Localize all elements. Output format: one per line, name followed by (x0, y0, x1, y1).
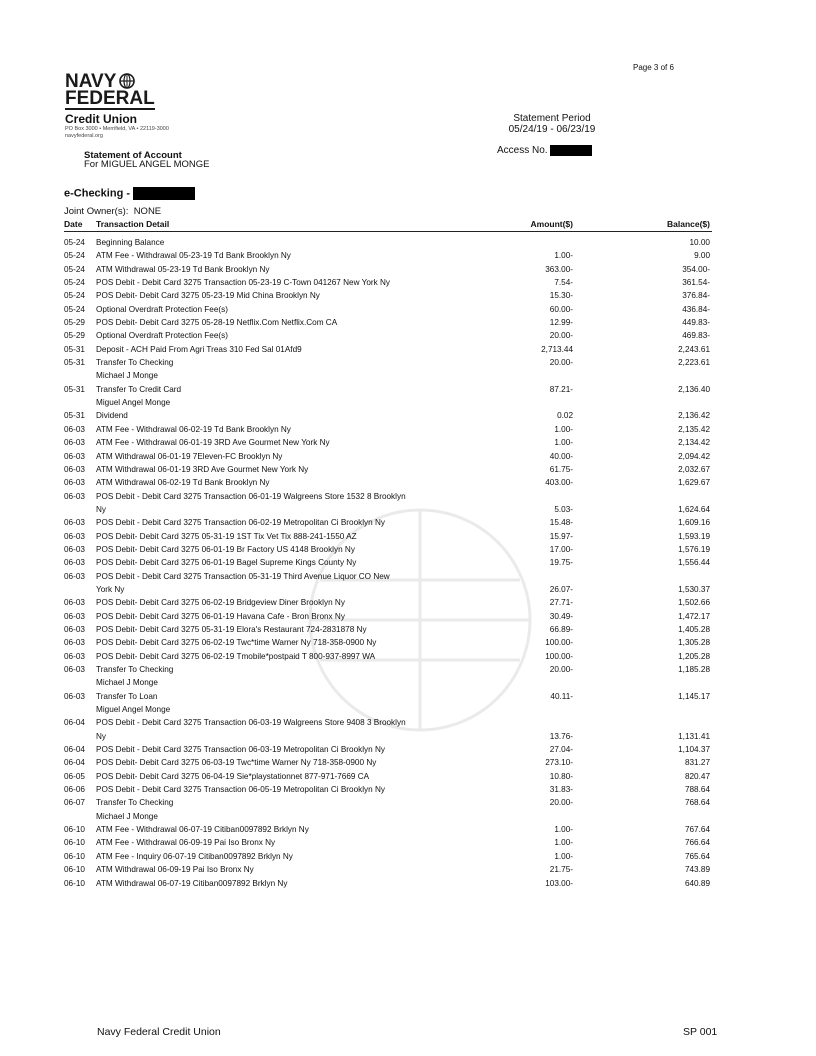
row-balance: 2,223.61 (678, 358, 710, 368)
table-row (64, 690, 712, 703)
row-date: 06-03 (64, 691, 85, 701)
table-row (64, 610, 712, 623)
row-date: 06-03 (64, 491, 85, 501)
table-row (64, 396, 712, 409)
row-balance: 2,136.40 (678, 384, 710, 394)
row-amount: 1.00- (554, 438, 573, 448)
row-amount: 100.00- (545, 638, 573, 648)
table-row (64, 409, 712, 422)
row-date: 06-03 (64, 424, 85, 434)
row-date: 06-03 (64, 464, 85, 474)
table-row (64, 770, 712, 783)
table-row (64, 756, 712, 769)
row-balance: 449.83- (682, 318, 710, 328)
period-value: 05/24/19 - 06/23/19 (508, 124, 596, 135)
row-detail: Ny (96, 731, 107, 741)
row-amount: 30.49- (549, 611, 573, 621)
row-balance: 1,609.16 (678, 518, 710, 528)
table-row (64, 236, 712, 249)
row-detail: POS Debit- Debit Card 3275 06-02-19 Tmobile*postpaid T 800-937-8997 WA (96, 651, 376, 661)
table-row (64, 303, 712, 316)
row-detail: Transfer To Checking (96, 358, 174, 368)
row-date: 06-04 (64, 745, 85, 755)
row-amount: 1.00- (554, 825, 573, 835)
row-amount: 17.00- (549, 544, 573, 554)
table-row (64, 276, 712, 289)
row-balance: 1,629.67 (678, 478, 710, 488)
table-row (64, 570, 712, 583)
row-amount: 100.00- (545, 651, 573, 661)
row-date: 06-10 (64, 825, 85, 835)
statement-period (497, 113, 607, 135)
header-date: Date (64, 219, 83, 229)
row-detail: York Ny (96, 584, 125, 594)
access-number (497, 145, 592, 156)
row-date: 05-29 (64, 331, 85, 341)
row-balance: 767.64 (684, 825, 710, 835)
table-row (64, 836, 712, 849)
logo-line2: FEDERAL (65, 88, 155, 109)
table-row (64, 316, 712, 329)
row-detail: ATM Withdrawal 06-01-19 3RD Ave Gourmet New York Ny (96, 464, 309, 474)
table-row (64, 623, 712, 636)
row-date: 06-06 (64, 785, 85, 795)
statement-of-account (84, 151, 209, 169)
row-balance: 1,104.37 (678, 745, 710, 755)
table-row (64, 463, 712, 476)
navy-federal-logo (65, 73, 169, 140)
row-date: 05-24 (64, 304, 85, 314)
table-header (64, 219, 712, 232)
row-date: 06-03 (64, 558, 85, 568)
row-detail: ATM Withdrawal 05-23-19 Td Bank Brooklyn Ny (96, 264, 270, 274)
row-amount: 12.99- (549, 318, 573, 328)
row-amount: 20.00- (549, 358, 573, 368)
row-detail: POS Debit- Debit Card 3275 06-01-19 Br Factory US 4148 Brooklyn Ny (96, 544, 355, 554)
row-date: 06-03 (64, 451, 85, 461)
table-row (64, 436, 712, 449)
row-balance: 1,556.44 (678, 558, 710, 568)
page-number: Page 3 of 6 (633, 63, 674, 72)
row-balance: 1,576.19 (678, 544, 710, 554)
row-balance: 1,131.41 (678, 731, 710, 741)
table-row (64, 543, 712, 556)
row-detail: ATM Withdrawal 06-02-19 Td Bank Brooklyn Ny (96, 478, 270, 488)
row-detail: Ny (96, 504, 107, 514)
row-amount: 103.00- (545, 878, 573, 888)
table-row (64, 650, 712, 663)
table-row (64, 450, 712, 463)
row-detail: ATM Withdrawal 06-01-19 7Eleven-FC Brooklyn Ny (96, 451, 283, 461)
row-date: 05-29 (64, 318, 85, 328)
row-amount: 403.00- (545, 478, 573, 488)
row-amount: 87.21- (549, 384, 573, 394)
table-row (64, 503, 712, 516)
row-date: 06-03 (64, 638, 85, 648)
row-balance: 2,243.61 (678, 344, 710, 354)
redaction-bar (550, 145, 592, 156)
table-row (64, 850, 712, 863)
row-date: 06-10 (64, 878, 85, 888)
header-balance: Balance($) (667, 219, 710, 229)
row-detail: POS Debit- Debit Card 3275 06-01-19 Bagel Supreme Kings County Ny (96, 558, 357, 568)
table-row (64, 343, 712, 356)
row-detail: ATM Withdrawal 06-09-19 Pai Iso Bronx Ny (96, 865, 254, 875)
row-date: 06-07 (64, 798, 85, 808)
row-detail: POS Debit- Debit Card 3275 06-01-19 Havana Cafe - Bron Bronx Ny (96, 611, 345, 621)
transaction-table (64, 236, 712, 890)
logo-line1: NAVY (65, 71, 117, 92)
row-detail: ATM Fee - Withdrawal 06-09-19 Pai Iso Bronx Ny (96, 838, 276, 848)
row-detail: ATM Fee - Withdrawal 06-01-19 3RD Ave Gourmet New York Ny (96, 438, 330, 448)
row-balance: 1,502.66 (678, 598, 710, 608)
row-amount: 7.54- (554, 278, 573, 288)
row-balance: 2,135.42 (678, 424, 710, 434)
row-date: 06-03 (64, 665, 85, 674)
row-detail: Michael J Monge (96, 811, 158, 821)
access-label: Access No. (497, 145, 548, 157)
row-detail: Dividend (96, 411, 128, 421)
row-amount: 27.71- (549, 598, 573, 608)
row-detail: Transfer To Credit Card (96, 384, 182, 394)
row-detail: POS Debit - Debit Card 3275 Transaction 06-05-19 Metropolitan Ci Brooklyn Ny (96, 785, 385, 795)
joint-owners (64, 206, 161, 217)
row-detail: POS Debit - Debit Card 3275 Transaction 06-02-19 Metropolitan Ci Brooklyn Ny (96, 518, 385, 528)
row-detail: ATM Fee - Withdrawal 05-23-19 Td Bank Brooklyn Ny (96, 251, 291, 261)
table-row (64, 556, 712, 569)
row-detail: Michael J Monge (96, 678, 158, 688)
joint-value: NONE (133, 206, 162, 217)
row-amount: 1.00- (554, 851, 573, 861)
row-date: 06-03 (64, 438, 85, 448)
row-detail: POS Debit- Debit Card 3275 05-31-19 Elora's Restaurant 724-2831878 Ny (96, 624, 367, 634)
row-balance: 436.84- (682, 304, 710, 314)
row-amount: 60.00- (549, 304, 573, 314)
row-detail: ATM Withdrawal 06-07-19 Citiban0097892 Brklyn Ny (96, 878, 288, 888)
row-amount: 1.00- (554, 251, 573, 261)
row-date: 06-03 (64, 651, 85, 661)
table-row (64, 490, 712, 503)
row-detail: POS Debit - Debit Card 3275 Transaction 06-03-19 Metropolitan Ci Brooklyn Ny (96, 745, 385, 755)
row-balance: 2,094.42 (678, 451, 710, 461)
row-amount: 1.00- (554, 838, 573, 848)
row-balance: 743.89 (684, 865, 710, 875)
table-row (64, 863, 712, 876)
table-row (64, 383, 712, 396)
row-detail: POS Debit - Debit Card 3275 Transaction 05-23-19 C-Town 041267 New York Ny (96, 278, 390, 288)
row-date: 05-24 (64, 291, 85, 301)
row-detail: POS Debit - Debit Card 3275 Transaction 06-03-19 Walgreens Store 9408 3 Brooklyn (96, 718, 406, 728)
row-balance: 1,185.28 (678, 665, 710, 674)
row-amount: 61.75- (549, 464, 573, 474)
row-amount: 15.97- (549, 531, 573, 541)
row-balance: 10.00 (689, 238, 710, 247)
row-detail: POS Debit- Debit Card 3275 06-02-19 Twc*time Warner Ny 718-358-0900 Ny (96, 638, 377, 648)
row-amount: 0.02 (557, 411, 573, 421)
table-row (64, 703, 712, 716)
table-row (64, 356, 712, 369)
row-amount: 31.83- (549, 785, 573, 795)
row-balance: 361.54- (682, 278, 710, 288)
logo-line3: Credit Union (65, 112, 137, 126)
row-balance: 1,530.37 (678, 584, 710, 594)
row-detail: Transfer To Checking (96, 665, 174, 674)
soa-title: Statement of Account (84, 150, 182, 161)
row-detail: ATM Fee - Inquiry 06-07-19 Citiban0097892 Brklyn Ny (96, 851, 293, 861)
row-amount: 20.00- (549, 798, 573, 808)
row-balance: 820.47 (684, 771, 710, 781)
row-amount: 20.00- (549, 331, 573, 341)
table-row (64, 423, 712, 436)
row-detail: Deposit - ACH Paid From Agri Treas 310 Fed Sal 01Afd9 (96, 344, 302, 354)
row-detail: Michael J Monge (96, 371, 158, 381)
table-row (64, 796, 712, 809)
row-date: 05-31 (64, 344, 85, 354)
row-detail: POS Debit- Debit Card 3275 05-23-19 Mid China Brooklyn Ny (96, 291, 320, 301)
row-detail: Optional Overdraft Protection Fee(s) (96, 304, 228, 314)
row-detail: POS Debit- Debit Card 3275 06-04-19 Sie*playstationnet 877-971-7669 CA (96, 771, 370, 781)
row-balance: 1,593.19 (678, 531, 710, 541)
table-row (64, 743, 712, 756)
table-row (64, 676, 712, 689)
row-date: 06-04 (64, 758, 85, 768)
row-date: 05-31 (64, 384, 85, 394)
row-date: 06-10 (64, 865, 85, 875)
row-balance: 1,205.28 (678, 651, 710, 661)
row-balance: 1,305.28 (678, 638, 710, 648)
table-row (64, 263, 712, 276)
row-detail: POS Debit - Debit Card 3275 Transaction 06-01-19 Walgreens Store 1532 8 Brooklyn (96, 491, 406, 501)
table-row (64, 636, 712, 649)
row-detail: POS Debit- Debit Card 3275 05-28-19 Netflix.Com Netflix.Com CA (96, 318, 338, 328)
row-amount: 2,713.44 (541, 344, 573, 354)
row-amount: 19.75- (549, 558, 573, 568)
row-date: 06-03 (64, 518, 85, 528)
row-balance: 354.00- (682, 264, 710, 274)
row-date: 06-03 (64, 624, 85, 634)
table-row (64, 783, 712, 796)
row-amount: 15.48- (549, 518, 573, 528)
row-amount: 273.10- (545, 758, 573, 768)
row-balance: 765.64 (684, 851, 710, 861)
row-date: 05-24 (64, 264, 85, 274)
row-amount: 10.80- (549, 771, 573, 781)
row-balance: 1,624.64 (678, 504, 710, 514)
row-date: 06-03 (64, 531, 85, 541)
row-date: 05-24 (64, 238, 85, 247)
row-detail: Miguel Angel Monge (96, 705, 171, 715)
table-row (64, 716, 712, 729)
row-date: 05-31 (64, 411, 85, 421)
row-balance: 376.84- (682, 291, 710, 301)
row-amount: 21.75- (549, 865, 573, 875)
row-detail: ATM Fee - Withdrawal 06-07-19 Citiban0097892 Brklyn Ny (96, 825, 309, 835)
row-detail: POS Debit - Debit Card 3275 Transaction 05-31-19 Third Avenue Liquor CO New (96, 571, 390, 581)
table-row (64, 877, 712, 890)
row-detail: Optional Overdraft Protection Fee(s) (96, 331, 228, 341)
table-row (64, 329, 712, 342)
account-name: e-Checking - (64, 187, 195, 200)
logo-address: PO Box 3000 • Merrifield, VA • 22119-3000 (65, 126, 169, 132)
header-detail: Transaction Detail (96, 219, 170, 229)
row-date: 06-03 (64, 571, 85, 581)
row-balance: 1,405.28 (678, 624, 710, 634)
row-date: 05-24 (64, 278, 85, 288)
row-balance: 9.00 (694, 251, 710, 261)
row-date: 06-03 (64, 544, 85, 554)
row-amount: 20.00- (549, 665, 573, 674)
row-detail: Transfer To Checking (96, 798, 174, 808)
row-detail: Miguel Angel Monge (96, 398, 171, 408)
table-row (64, 823, 712, 836)
row-date: 06-10 (64, 838, 85, 848)
row-detail: POS Debit- Debit Card 3275 06-03-19 Twc*time Warner Ny 718-358-0900 Ny (96, 758, 377, 768)
row-detail: Beginning Balance (96, 238, 165, 247)
header-amount: Amount($) (530, 219, 573, 229)
table-row (64, 663, 712, 676)
row-balance: 788.64 (684, 785, 710, 795)
row-detail: POS Debit- Debit Card 3275 05-31-19 1ST Tix Vet Tix 888-241-1550 AZ (96, 531, 357, 541)
row-balance: 2,134.42 (678, 438, 710, 448)
row-amount: 1.00- (554, 424, 573, 434)
footer-right: SP 001 (683, 1026, 718, 1038)
row-date: 05-24 (64, 251, 85, 261)
row-amount: 5.03- (554, 504, 573, 514)
row-detail: Transfer To Loan (96, 691, 158, 701)
joint-label: Joint Owner(s): (64, 206, 129, 217)
row-date: 06-05 (64, 771, 85, 781)
table-row (64, 596, 712, 609)
row-date: 06-03 (64, 478, 85, 488)
table-row (64, 369, 712, 382)
row-balance: 469.83- (682, 331, 710, 341)
row-balance: 2,136.42 (678, 411, 710, 421)
row-amount: 40.11- (550, 691, 573, 701)
row-balance: 640.89 (684, 878, 710, 888)
row-balance: 1,145.17 (678, 691, 710, 701)
row-date: 06-10 (64, 851, 85, 861)
logo-website: navyfederal.org (65, 133, 103, 139)
table-row (64, 476, 712, 489)
row-date: 06-04 (64, 718, 85, 728)
row-amount: 27.04- (549, 745, 573, 755)
row-balance: 768.64 (684, 798, 710, 808)
row-date: 05-31 (64, 358, 85, 368)
row-amount: 40.00- (549, 451, 573, 461)
row-balance: 831.27 (684, 758, 710, 768)
row-amount: 26.07- (549, 584, 573, 594)
row-detail: ATM Fee - Withdrawal 06-02-19 Td Bank Brooklyn Ny (96, 424, 291, 434)
row-amount: 13.76- (549, 731, 573, 741)
row-balance: 2,032.67 (678, 464, 710, 474)
row-amount: 363.00- (545, 264, 573, 274)
table-row (64, 583, 712, 596)
table-row (64, 289, 712, 302)
redaction-bar (133, 187, 195, 200)
row-date: 06-03 (64, 611, 85, 621)
period-label: Statement Period (513, 113, 591, 124)
table-row (64, 730, 712, 743)
row-balance: 1,472.17 (678, 611, 710, 621)
table-row (64, 249, 712, 262)
table-row (64, 516, 712, 529)
soa-for: For MIGUEL ANGEL MONGE (84, 159, 210, 170)
row-balance: 766.64 (684, 838, 710, 848)
globe-icon (119, 73, 135, 89)
row-date: 06-03 (64, 598, 85, 608)
table-row (64, 530, 712, 543)
row-detail: POS Debit- Debit Card 3275 06-02-19 Bridgeview Diner Brooklyn Ny (96, 598, 345, 608)
table-row (64, 810, 712, 823)
footer-left: Navy Federal Credit Union (97, 1026, 221, 1038)
row-amount: 15.30- (549, 291, 573, 301)
row-amount: 66.89- (549, 624, 573, 634)
